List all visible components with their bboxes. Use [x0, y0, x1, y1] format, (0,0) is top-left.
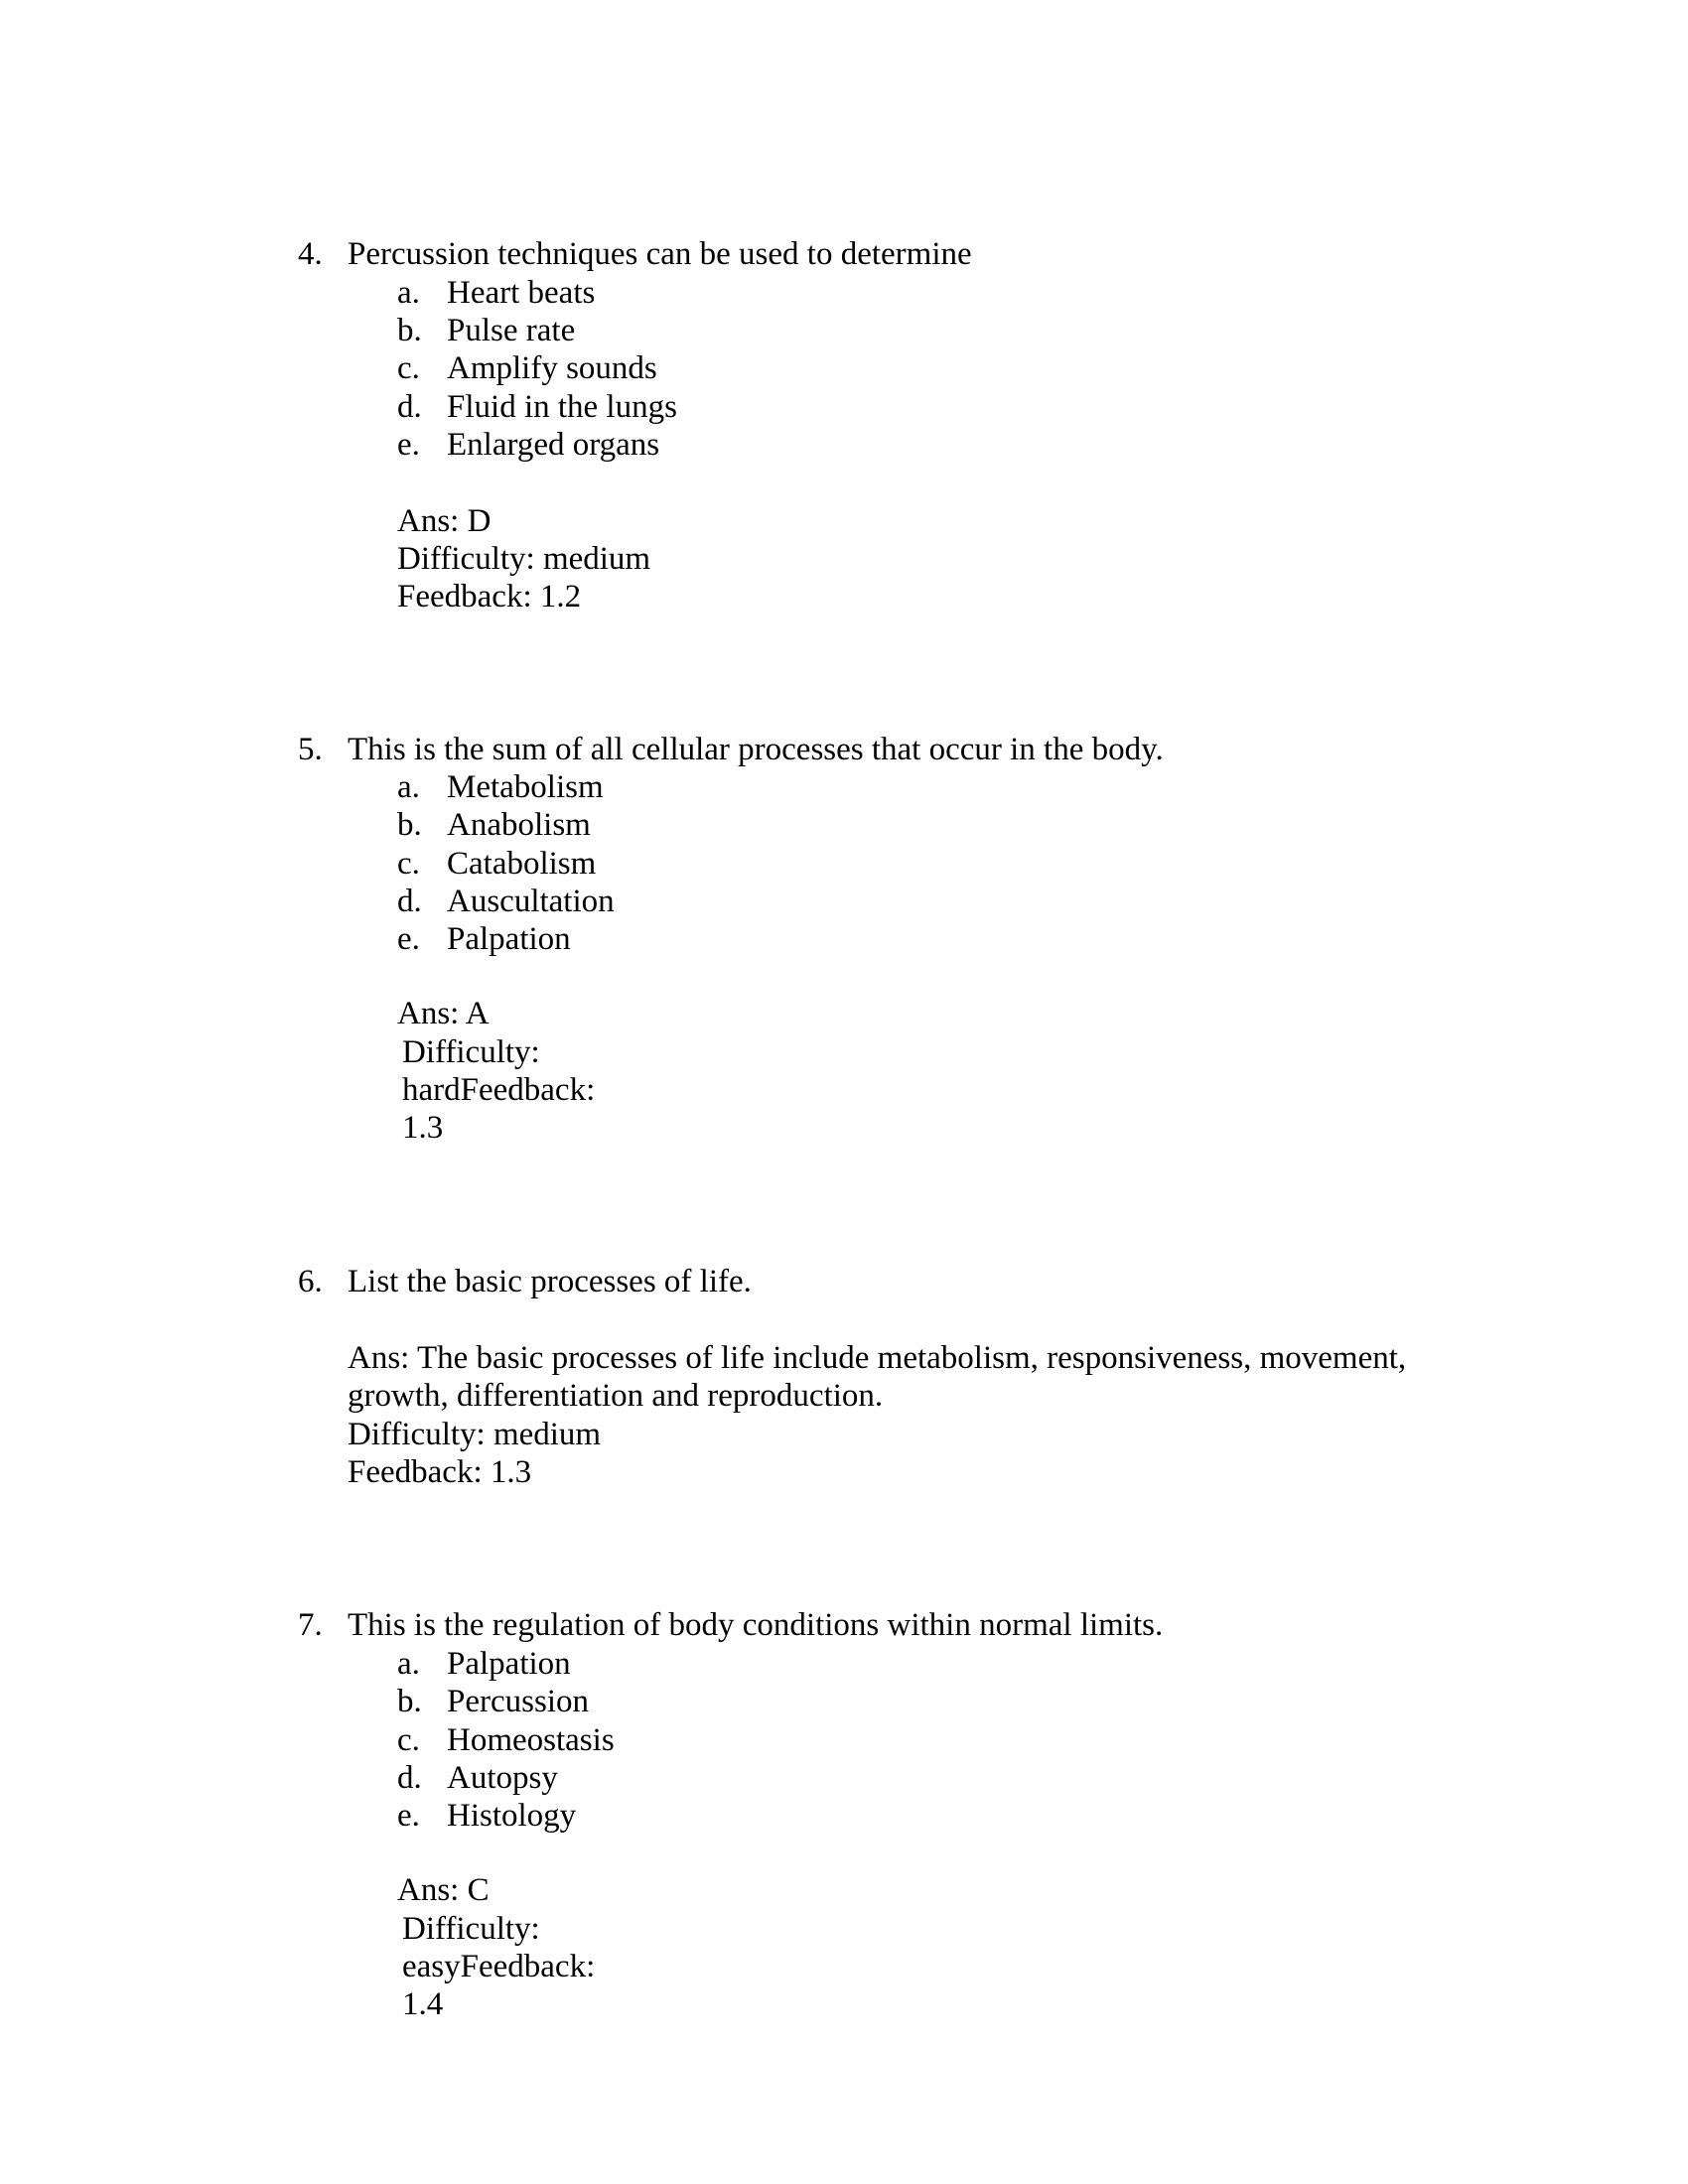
option-text: Heart beats	[447, 275, 596, 311]
question-text: This is the sum of all cellular processes that occur in the body.	[348, 732, 1164, 767]
question-number: 4.	[298, 236, 323, 272]
feedback-line: easyFeedback:	[402, 1949, 596, 1984]
answer-line-continued: growth, differentiation and reproduction.	[348, 1378, 884, 1414]
option-label: d.	[397, 389, 422, 425]
question-number: 5.	[298, 732, 323, 767]
option-text: Metabolism	[447, 769, 604, 805]
difficulty-line: Difficulty:	[402, 1911, 540, 1947]
option-text: Anabolism	[447, 807, 591, 843]
answer-line: Ans: The basic processes of life include metabolism, responsiveness, movement,	[348, 1340, 1407, 1376]
option-label: b.	[397, 807, 422, 843]
option-text: Amplify sounds	[447, 350, 657, 386]
option-label: e.	[397, 921, 420, 957]
option-text: Pulse rate	[447, 313, 576, 348]
answer-line: Ans: A	[397, 996, 490, 1031]
difficulty-line: Difficulty: medium	[397, 541, 651, 577]
option-label: a.	[397, 1646, 420, 1682]
difficulty-line: Difficulty: medium	[348, 1417, 602, 1452]
option-text: Catabolism	[447, 846, 597, 882]
question-text: This is the regulation of body conditions within normal limits.	[348, 1607, 1164, 1643]
option-label: c.	[397, 350, 420, 386]
option-text: Auscultation	[447, 884, 615, 919]
answer-line: Ans: C	[397, 1872, 490, 1908]
option-label: d.	[397, 884, 422, 919]
option-label: b.	[397, 1684, 422, 1719]
option-text: Fluid in the lungs	[447, 389, 677, 425]
option-label: d.	[397, 1760, 422, 1796]
option-label: b.	[397, 313, 422, 348]
question-number: 7.	[298, 1607, 323, 1643]
feedback-line: hardFeedback:	[402, 1072, 596, 1108]
difficulty-line: Difficulty:	[402, 1034, 540, 1070]
option-text: Palpation	[447, 921, 571, 957]
option-text: Histology	[447, 1798, 577, 1834]
option-text: Palpation	[447, 1646, 571, 1682]
option-label: a.	[397, 275, 420, 311]
question-text: Percussion techniques can be used to determine	[348, 236, 972, 272]
option-text: Enlarged organs	[447, 427, 660, 463]
feedback-value-line: 1.3	[402, 1110, 444, 1146]
feedback-line: Feedback: 1.2	[397, 579, 582, 614]
option-text: Autopsy	[447, 1760, 558, 1796]
feedback-line: Feedback: 1.3	[348, 1454, 532, 1490]
option-label: a.	[397, 769, 420, 805]
question-text: List the basic processes of life.	[348, 1264, 752, 1299]
feedback-value-line: 1.4	[402, 1986, 444, 2022]
option-label: c.	[397, 846, 420, 882]
option-label: e.	[397, 1798, 420, 1834]
option-text: Homeostasis	[447, 1722, 615, 1758]
option-text: Percussion	[447, 1684, 589, 1719]
option-label: e.	[397, 427, 420, 463]
answer-line: Ans: D	[397, 503, 492, 539]
question-number: 6.	[298, 1264, 323, 1299]
option-label: c.	[397, 1722, 420, 1758]
